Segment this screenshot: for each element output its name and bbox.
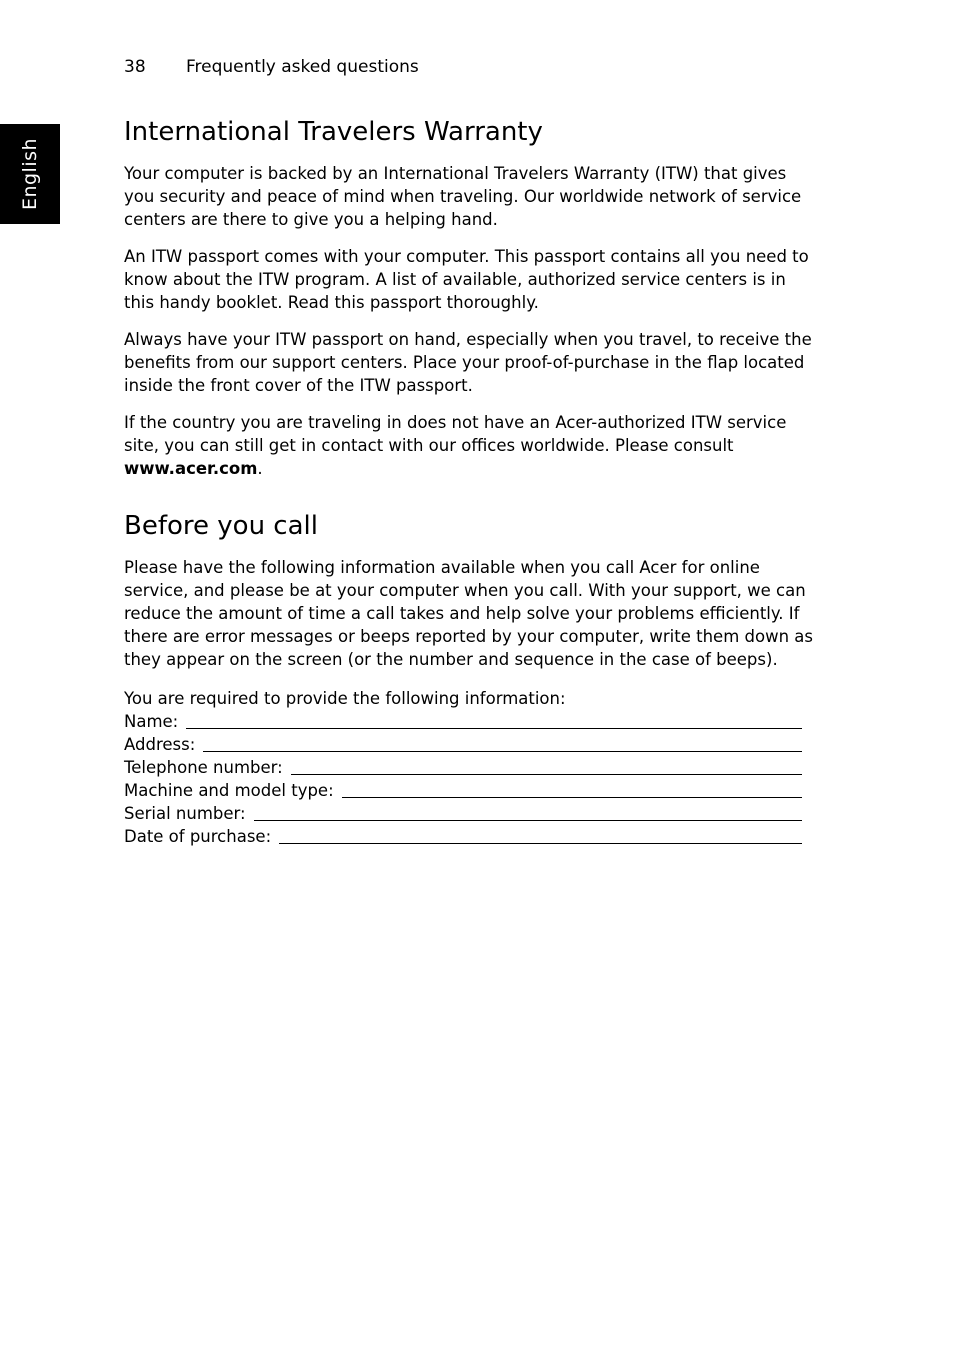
itw-paragraph-2: An ITW passport comes with your computer. This passport contains all you need to know about the ITW program. A list of available, authorized service centers is in this handy booklet. Read this passport thoroughly. bbox=[124, 247, 809, 312]
telephone-field bbox=[124, 756, 802, 779]
serial-number-field-label: Serial number: bbox=[124, 804, 246, 823]
itw-paragraph-4-end: . bbox=[257, 459, 263, 478]
telephone-field-label: Telephone number: bbox=[124, 758, 283, 777]
before-you-call-heading: Before you call bbox=[124, 511, 318, 541]
address-field-label: Address: bbox=[124, 735, 196, 754]
acer-website-link[interactable]: www.acer.com bbox=[124, 459, 258, 478]
before-you-call-paragraph: Please have the following information available when you call Acer for online service, and please be at your computer when you call. With your support, we can reduce the amount of time a call takes and help solve your problems efficiently. If there are error messages or beeps reported by your computer, write them down as they appear on the screen (or the number and sequence in the case of beeps). bbox=[124, 558, 813, 669]
serial-number-field bbox=[124, 802, 802, 825]
name-field bbox=[124, 710, 802, 733]
date-of-purchase-field-label: Date of purchase: bbox=[124, 827, 272, 846]
telephone-field-line bbox=[291, 774, 802, 775]
language-tab bbox=[0, 124, 60, 224]
date-of-purchase-field-line bbox=[279, 843, 802, 844]
machine-model-field-label: Machine and model type: bbox=[124, 781, 334, 800]
itw-paragraph-4-text: If the country you are traveling in does not have an Acer-authorized ITW service site, you can still get in contact with our offices worldwide. Please consult bbox=[124, 413, 787, 455]
name-field-label: Name: bbox=[124, 712, 179, 731]
form-intro: You are required to provide the following information: bbox=[124, 689, 566, 708]
page-number: 38 bbox=[124, 57, 146, 77]
page-content bbox=[124, 114, 814, 848]
name-field-line bbox=[186, 728, 802, 729]
serial-number-field-line bbox=[254, 820, 802, 821]
language-tab-label: English bbox=[19, 137, 41, 211]
section-title: Frequently asked questions bbox=[186, 57, 419, 77]
machine-model-field bbox=[124, 779, 802, 802]
itw-paragraph-4 bbox=[124, 411, 814, 480]
address-field-line bbox=[203, 751, 802, 752]
date-of-purchase-field bbox=[124, 825, 802, 848]
running-header bbox=[124, 56, 419, 78]
address-field bbox=[124, 733, 802, 756]
machine-model-field-line bbox=[342, 797, 802, 798]
itw-heading: International Travelers Warranty bbox=[124, 117, 543, 147]
itw-paragraph-1: Your computer is backed by an International Travelers Warranty (ITW) that gives you security and peace of mind when traveling. Our worldwide network of service centers are there to give you a helping hand. bbox=[124, 164, 802, 229]
itw-paragraph-3: Always have your ITW passport on hand, especially when you travel, to receive the benefits from our support centers. Place your proof-of-purchase in the flap located inside the front cover of the ITW passport. bbox=[124, 330, 812, 395]
